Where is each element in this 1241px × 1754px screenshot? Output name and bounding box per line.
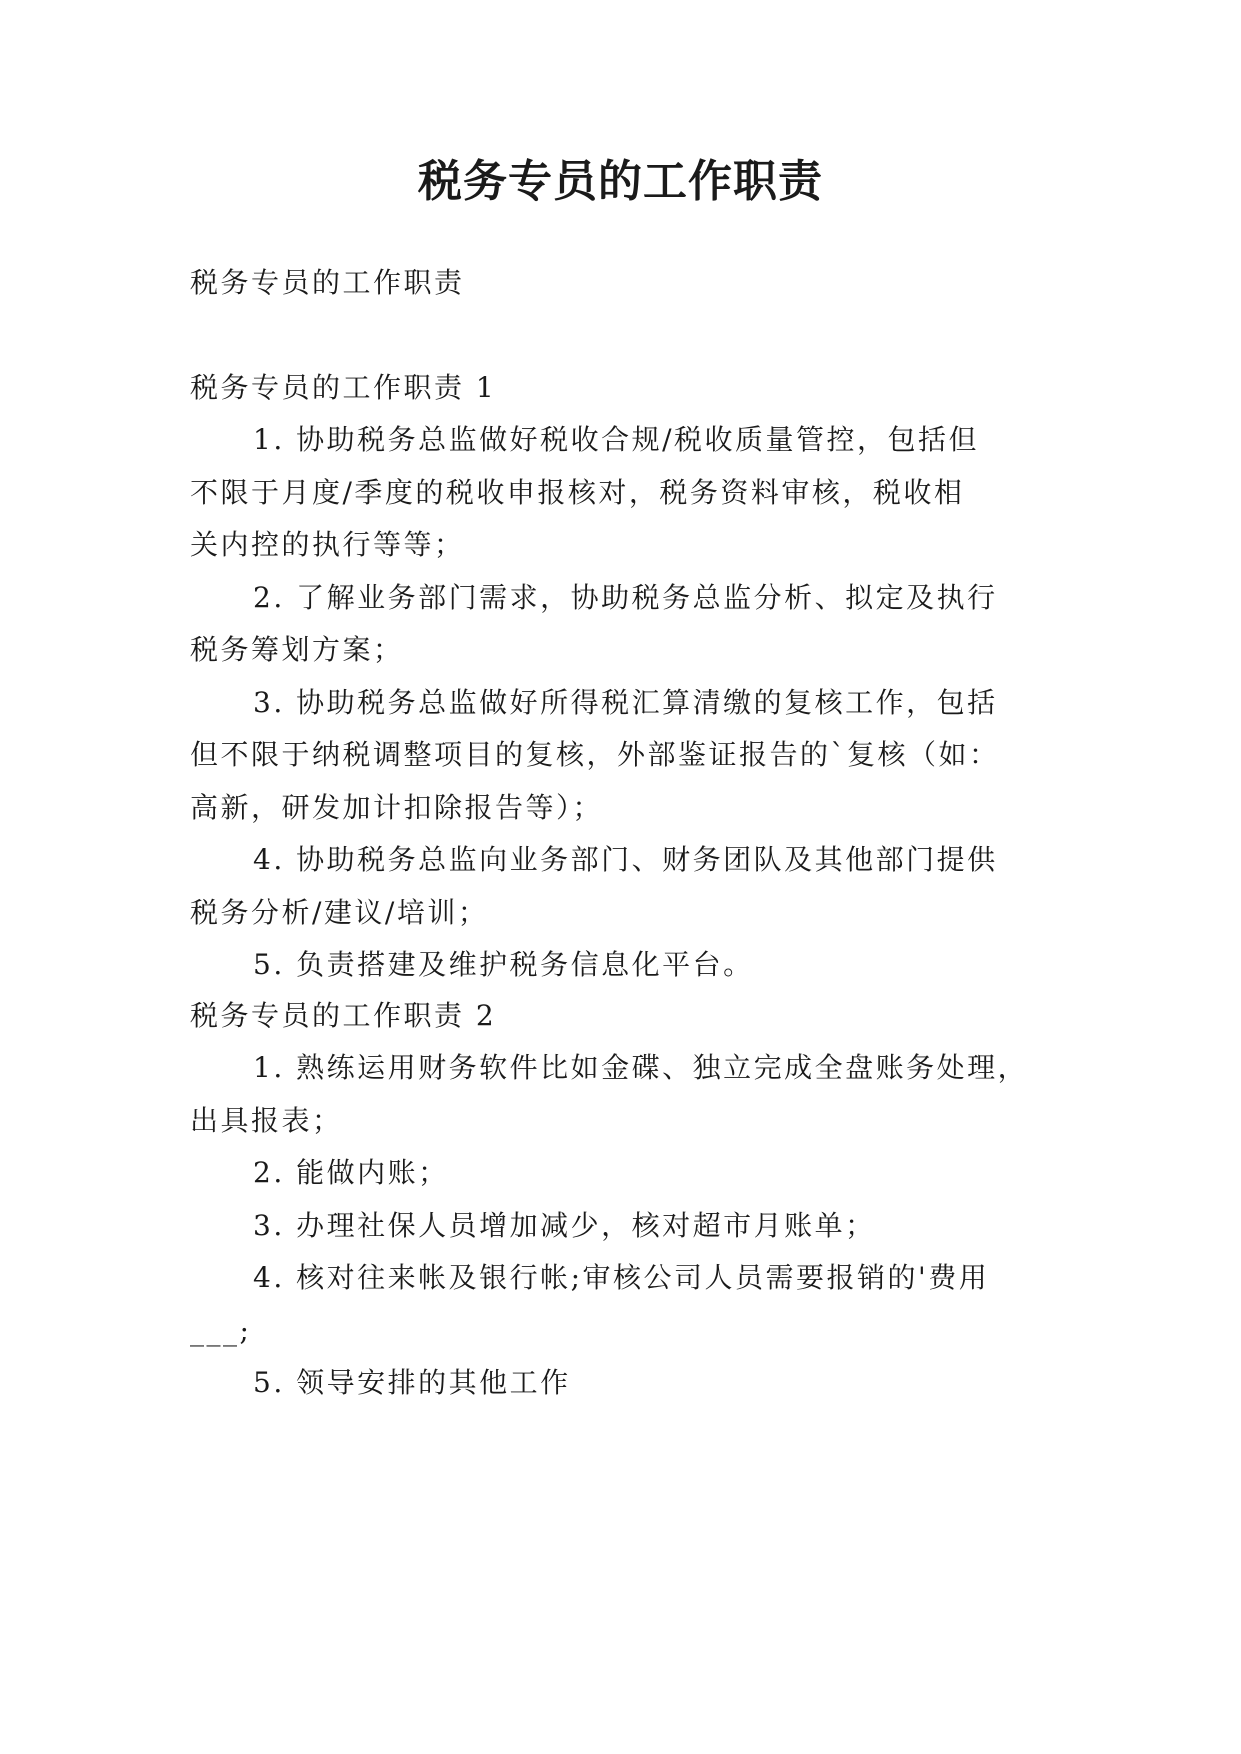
paragraph-line: 5. 负责搭建及维护税务信息化平台。 [253, 948, 754, 981]
paragraph-line: 3. 协助税务总监做好所得税汇算清缴的复核工作，包括 [253, 686, 998, 719]
paragraph-line: 税务筹划方案； [190, 633, 404, 666]
paragraph-line: 税务分析/建议/培训； [190, 896, 489, 929]
paragraph-line: 关内控的执行等等； [190, 528, 465, 561]
paragraph-line: ___; [190, 1314, 252, 1347]
paragraph-line: 出具报表； [190, 1104, 343, 1137]
paragraph-line: 不限于月度/季度的税收申报核对，税务资料审核，税收相 [190, 476, 965, 509]
document-title: 税务专员的工作职责 [418, 156, 823, 207]
paragraph-line: 但不限于纳税调整项目的复核，外部鉴证报告的`复核（如： [190, 738, 1000, 771]
paragraph-line: 2. 能做内账； [253, 1156, 449, 1189]
paragraph-line: 4. 核对往来帐及银行帐;审核公司人员需要报销的'费用 [253, 1261, 990, 1294]
section-heading-2: 税务专员的工作职责 2 [190, 999, 497, 1032]
paragraph-line: 3. 办理社保人员增加减少，核对超市月账单； [253, 1209, 876, 1242]
paragraph-line: 高新，研发加计扣除报告等）； [190, 791, 604, 824]
paragraph-line: 5. 领导安排的其他工作 [253, 1366, 571, 1399]
paragraph-line: 2. 了解业务部门需求，协助税务总监分析、拟定及执行 [253, 581, 998, 614]
paragraph-line: 4. 协助税务总监向业务部门、财务团队及其他部门提供 [253, 843, 998, 876]
paragraph-line: 1. 协助税务总监做好税收合规/税收质量管控，包括但 [253, 423, 980, 456]
document-subtitle: 税务专员的工作职责 [190, 266, 465, 299]
section-heading-1: 税务专员的工作职责 1 [190, 371, 497, 404]
paragraph-line: 1. 熟练运用财务软件比如金碟、独立完成全盘账务处理， [253, 1051, 1029, 1084]
